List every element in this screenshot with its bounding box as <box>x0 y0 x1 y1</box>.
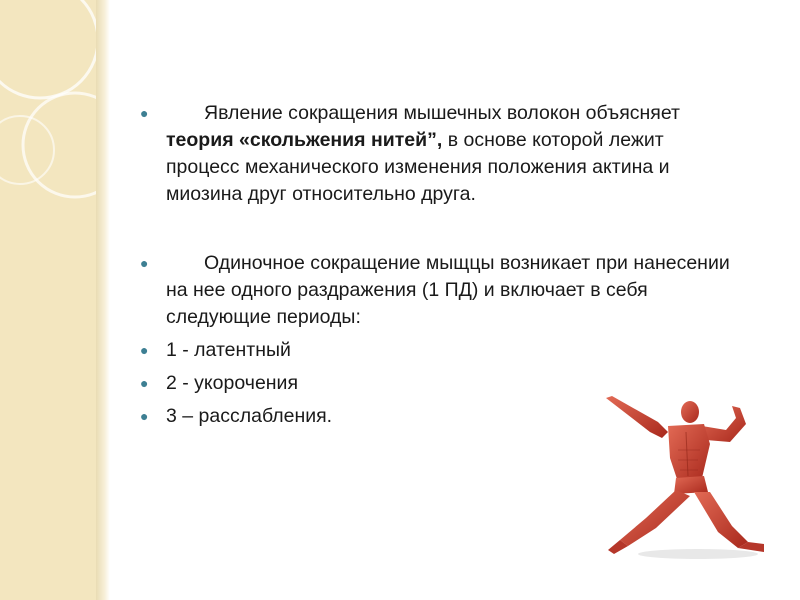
bullet: ● <box>140 342 149 358</box>
paragraph-sliding-filament <box>140 100 740 208</box>
paragraph2-text: Одиночное сокращение мыщцы возникает при нанесении на нее одного раздражения (1 ПД) и включает в себя следующие периоды: <box>166 252 730 328</box>
sidebar-rings-decoration <box>0 0 96 600</box>
list-item-period-1 <box>140 337 740 364</box>
bullet: ● <box>140 105 149 121</box>
bullet: ● <box>140 375 149 391</box>
muscle-anatomy-figure <box>598 392 768 562</box>
slide-content <box>140 100 740 430</box>
paragraph1-bold-term: теория «скольжения нитей”, <box>166 129 443 151</box>
period-2-label: 2 - укорочения <box>166 372 299 394</box>
period-1-label: 1 - латентный <box>166 339 291 361</box>
bullet: ● <box>140 255 149 271</box>
decorative-sidebar <box>0 0 96 600</box>
paragraph-single-contraction <box>140 250 740 331</box>
sidebar-edge <box>96 0 110 600</box>
paragraph1-text-start: Явление сокращения мышечных волокон объясняет <box>204 102 680 124</box>
paragraph1-text-end: в основе которой лежит процесс механического изменения положения актина и миозина друг относительно друга. <box>166 129 670 205</box>
bullet: ● <box>140 408 149 424</box>
period-3-label: 3 – расслабления. <box>166 405 333 427</box>
